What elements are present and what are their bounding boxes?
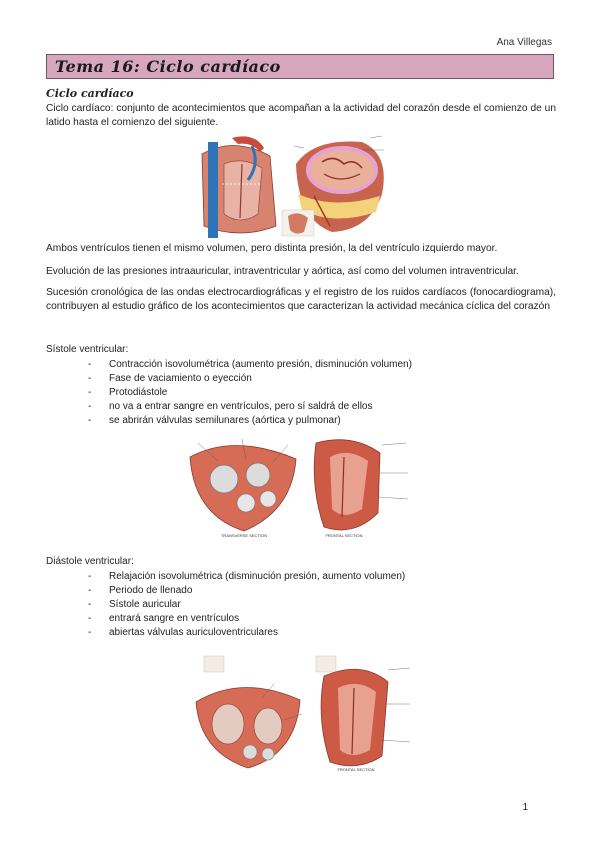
- transverse-section-caption: TRANSVERSE SECTION: [220, 533, 268, 538]
- section-heading: Ciclo cardíaco: [46, 87, 134, 100]
- systole-list: [88, 358, 412, 428]
- list-item: - Sístole auricular: [88, 598, 405, 612]
- heart-inset-thumbnail: [282, 210, 314, 236]
- systole-valves-figure: [184, 433, 422, 539]
- transverse-section-diagram: [190, 439, 296, 538]
- heart-diagram: [202, 136, 276, 238]
- page-number: 1: [522, 802, 528, 813]
- diastole-heading: Diástole ventricular:: [46, 556, 134, 567]
- list-item: - Periodo de llenado: [88, 584, 405, 598]
- list-item: - entrará sangre en ventrículos: [88, 612, 405, 626]
- list-item: - abiertas válvulas auriculoventriculares: [88, 626, 405, 640]
- diastole-valves-figure: [192, 654, 414, 776]
- list-item: - Protodiástole: [88, 386, 412, 400]
- heart-anatomy-figure: [194, 134, 424, 238]
- page-title: Tema 16: Ciclo cardíaco: [55, 57, 281, 76]
- frontal-section-diastole-caption: FRONTAL SECTION: [337, 767, 375, 772]
- list-item: - Relajación isovolumétrica (disminución presión, aumento volumen): [88, 570, 405, 584]
- list-item: - Contracción isovolumétrica (aumento presión, disminución volumen): [88, 358, 412, 372]
- list-item: - se abrirán válvulas semilunares (aórtica y pulmonar): [88, 414, 412, 428]
- frontal-section-diastole-diagram: [316, 656, 410, 772]
- list-item: - no va a entrar sangre en ventrículos, pero sí saldrá de ellos: [88, 400, 412, 414]
- paragraph-pressures: Evolución de las presiones intraauricular, intraventricular y aórtica, así como del volumen intraventricular.: [46, 266, 519, 277]
- author-name: Ana Villegas: [496, 37, 552, 48]
- frontal-section-caption: FRONTAL SECTION: [325, 533, 363, 538]
- superior-section-diagram: [196, 656, 302, 768]
- systole-heading: Sístole ventricular:: [46, 344, 129, 355]
- paragraph-sequence: Sucesión cronológica de las ondas electrocardiográficas y el registro de los ruidos cardíacos (fonocardiograma), contribuyen al estudio gráfico de los acontecimientos que caracterizan la actividad mecánica cíclica del corazón: [46, 287, 556, 312]
- intro-paragraph: Ciclo cardíaco: conjunto de acontecimientos que acompañan a la actividad del corazón desde el comienzo de un latido hasta el comienzo del siguiente.: [46, 103, 556, 128]
- diastole-list: [88, 570, 405, 640]
- title-banner: [46, 54, 554, 79]
- list-item: - Fase de vaciamiento o eyección: [88, 372, 412, 386]
- paragraph-volume: Ambos ventrículos tienen el mismo volumen, pero distinta presión, la del ventrículo izquierdo mayor.: [46, 243, 498, 254]
- frontal-section-diagram: [314, 440, 408, 538]
